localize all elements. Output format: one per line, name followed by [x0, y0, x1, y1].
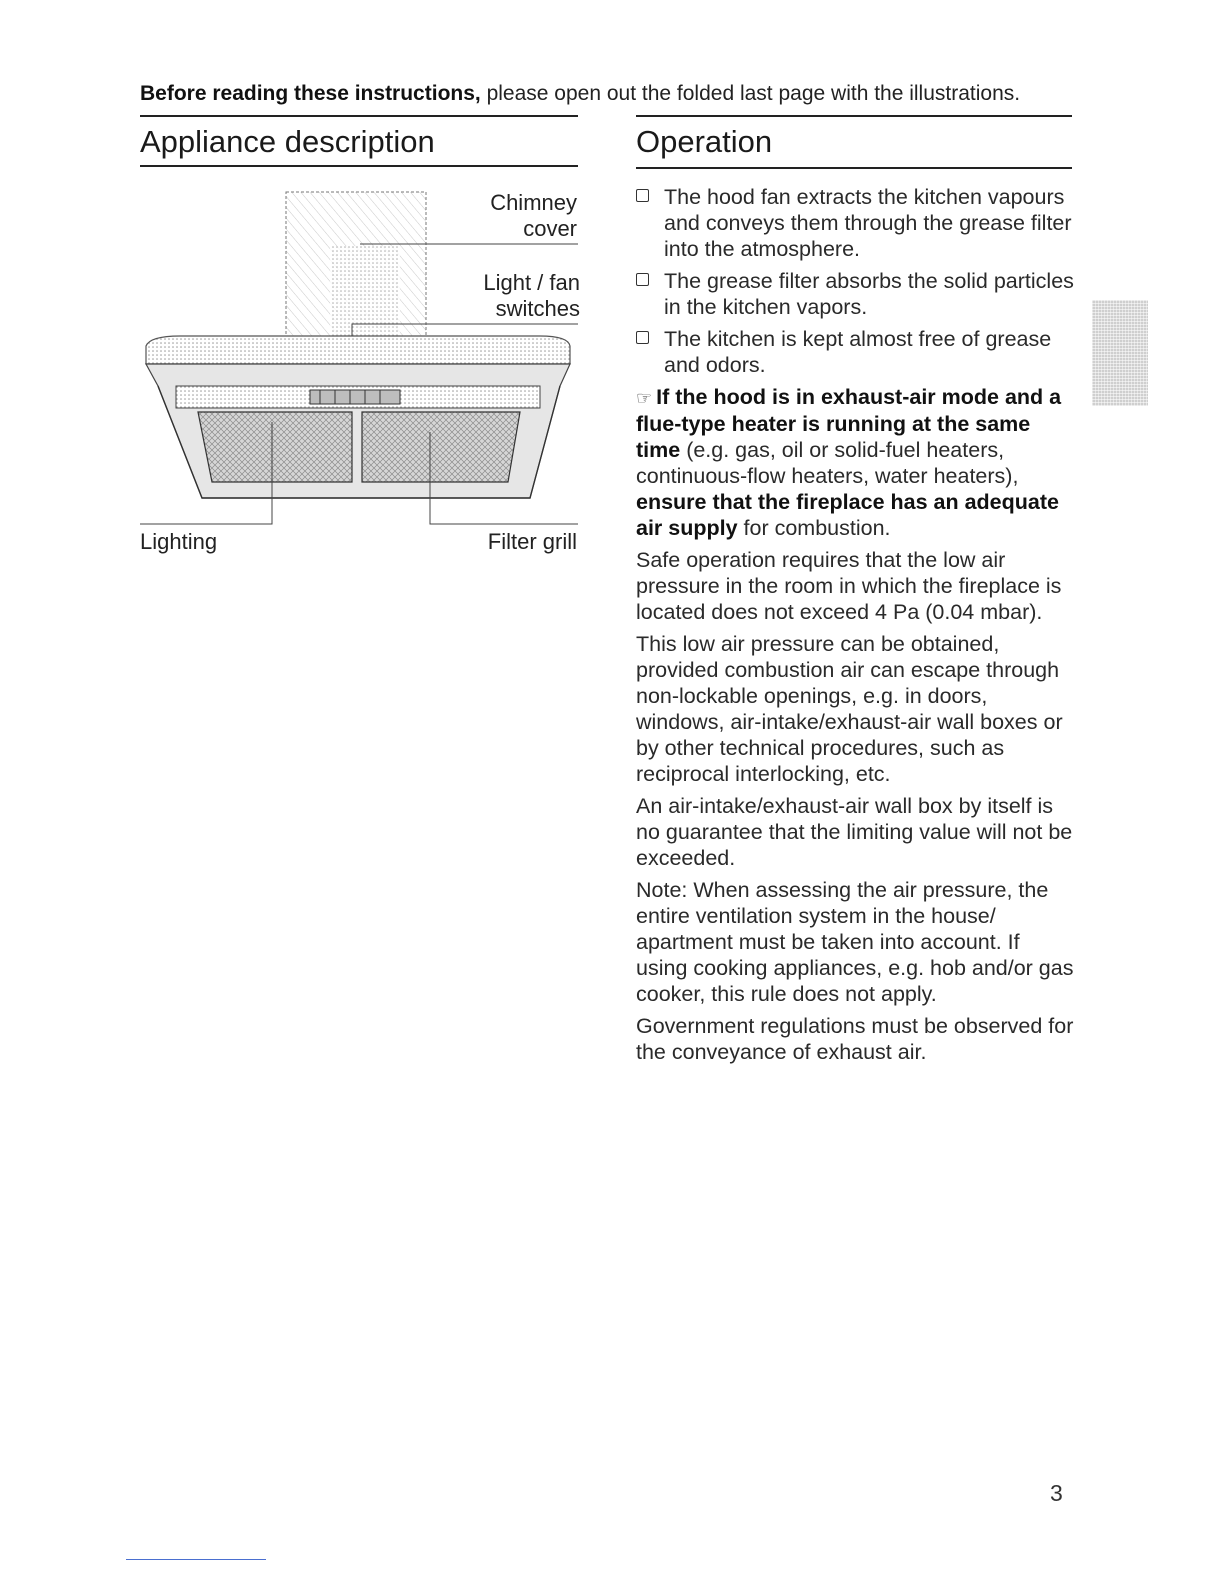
page-number: 3: [1050, 1480, 1063, 1506]
operation-bottom-rule: [636, 167, 1072, 169]
operation-bullet: The kitchen is kept almost free of grease and odors.: [636, 326, 1076, 378]
hood-canopy-shape: [146, 336, 570, 364]
paragraph-safe-operation: Safe operation requires that the low air pressure in the room in which the fireplace is located does not exceed 4 Pa (0.04 mbar).: [636, 548, 1062, 624]
appliance-title: Appliance description: [140, 124, 435, 159]
pointing-hand-icon: ☞: [636, 388, 653, 408]
label-chimney-cover: Chimney cover: [490, 190, 577, 241]
checkbox-icon: [636, 189, 649, 202]
checkbox-icon: [636, 273, 649, 286]
paragraph-note: Note: When assessing the air pressure, the entire ventilation system in the house/ apartment must be taken into account. If using cooking appliances, e.g. hob and/or gas cooker, this rule does not apply.: [636, 878, 1074, 1006]
intro-line: [140, 80, 1080, 108]
label-filter-grill: Filter grill: [487, 529, 577, 554]
hood-diagram: [140, 186, 580, 566]
appliance-bottom-rule: [140, 165, 578, 167]
label-lighting: Lighting: [140, 529, 218, 554]
hood-illustration: [140, 186, 580, 566]
paragraph-regulations: Government regulations must be observed for the conveyance of exhaust air.: [636, 1014, 1074, 1064]
appliance-top-rule: [140, 115, 578, 117]
paragraph-wall-box: An air-intake/exhaust-air wall box by itself is no guarantee that the limiting value will not be exceeded.: [636, 794, 1073, 870]
operation-bullet: The grease filter absorbs the solid particles in the kitchen vapors.: [636, 268, 1076, 320]
intro-text: please open out the folded last page with the illustrations.: [480, 82, 1021, 105]
exhaust-air-warning: ☞ If the hood is in exhaust-air mode and a flue-type heater is running at the same time (e.g. gas, oil or solid-fuel heaters, continuous-flow heaters, water heaters), ensure that the fireplace has an adequate air supply for combustion.: [636, 385, 1062, 540]
language-tab-marker: [1092, 300, 1148, 406]
paragraph-low-air-pressure: This low air pressure can be obtained, provided combustion air can escape through non-lockable openings, e.g. in doors, windows, air-intake/exhaust-air wall boxes or by other technical procedures, such as reciprocal interlocking, etc.: [636, 632, 1063, 786]
filter-grill-right-shape: [362, 412, 520, 482]
operation-bullet: The hood fan extracts the kitchen vapours and conveys them through the grease filter into the atmosphere.: [636, 184, 1076, 262]
filter-grill-left-shape: [198, 412, 352, 482]
operation-body: [636, 184, 1076, 1071]
checkbox-icon: [636, 331, 649, 344]
footer-line: [126, 1559, 266, 1560]
operation-top-rule: [636, 115, 1072, 117]
label-light-fan-switches: Light / fan switches: [483, 270, 580, 321]
operation-title: Operation: [636, 124, 773, 159]
intro-bold: Before reading these instructions,: [140, 82, 481, 105]
